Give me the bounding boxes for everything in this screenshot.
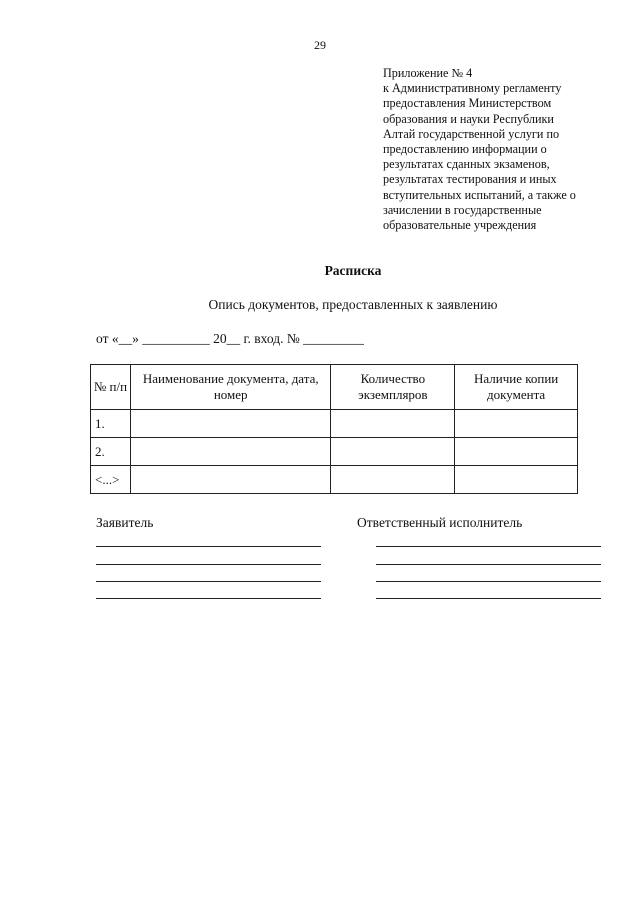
table-cell: <...> bbox=[91, 466, 131, 494]
table-cell: 2. bbox=[91, 438, 131, 466]
applicant-signature-line bbox=[96, 564, 321, 565]
appendix-line: Приложение № 4 bbox=[383, 66, 473, 80]
appendix-line: результатах сданных экзаменов, bbox=[383, 157, 550, 172]
appendix-line: результатах тестирования и иных bbox=[383, 172, 557, 187]
appendix-line: зачислении в государственные bbox=[383, 202, 542, 217]
table-cell bbox=[130, 466, 331, 494]
executor-signature-line bbox=[376, 546, 601, 547]
table-row bbox=[91, 410, 578, 438]
table-cell bbox=[455, 466, 578, 494]
applicant-signature-line bbox=[96, 581, 321, 582]
executor-signature-line bbox=[376, 581, 601, 582]
applicant-signature-line bbox=[96, 598, 321, 599]
table-cell bbox=[130, 410, 331, 438]
appendix-line: предоставления Министерством bbox=[383, 96, 552, 111]
table-cell bbox=[455, 438, 578, 466]
page-number: 29 bbox=[314, 38, 326, 52]
appendix-line: к Административному регламенту bbox=[383, 81, 562, 96]
appendix-line: образовательные учреждения bbox=[383, 218, 537, 233]
table-cell bbox=[331, 410, 455, 438]
table-cell bbox=[331, 466, 455, 494]
appendix-line: вступительных испытаний, а также о bbox=[383, 187, 576, 202]
appendix-note bbox=[383, 66, 623, 233]
table-row bbox=[91, 466, 578, 494]
table-cell bbox=[331, 438, 455, 466]
table-cell bbox=[455, 410, 578, 438]
responsible-executor-label: Ответственный исполнитель bbox=[357, 515, 523, 530]
date-line: от «__» __________ 20__ г. вход. № _________ bbox=[96, 331, 364, 346]
documents-table bbox=[90, 364, 578, 494]
applicant-label: Заявитель bbox=[96, 515, 154, 530]
header-copy-available: Наличие копии документа bbox=[455, 365, 578, 410]
header-number: № п/п bbox=[91, 365, 131, 410]
table-row bbox=[91, 438, 578, 466]
table-cell bbox=[130, 438, 331, 466]
table-header-row bbox=[91, 365, 578, 410]
document-title: Расписка bbox=[324, 263, 382, 278]
table-cell: 1. bbox=[91, 410, 131, 438]
executor-signature-line bbox=[376, 564, 601, 565]
document-subtitle: Опись документов, предоставленных к заявлению bbox=[208, 297, 498, 312]
header-quantity: Количество экземпляров bbox=[331, 365, 455, 410]
header-document-name: Наименование документа, дата, номер bbox=[130, 365, 331, 410]
appendix-line: предоставлению информации о bbox=[383, 142, 547, 157]
applicant-signature-line bbox=[96, 546, 321, 547]
appendix-line: Алтай государственной услуги по bbox=[383, 126, 560, 141]
executor-signature-line bbox=[376, 598, 601, 599]
appendix-line: образования и науки Республики bbox=[383, 111, 554, 126]
